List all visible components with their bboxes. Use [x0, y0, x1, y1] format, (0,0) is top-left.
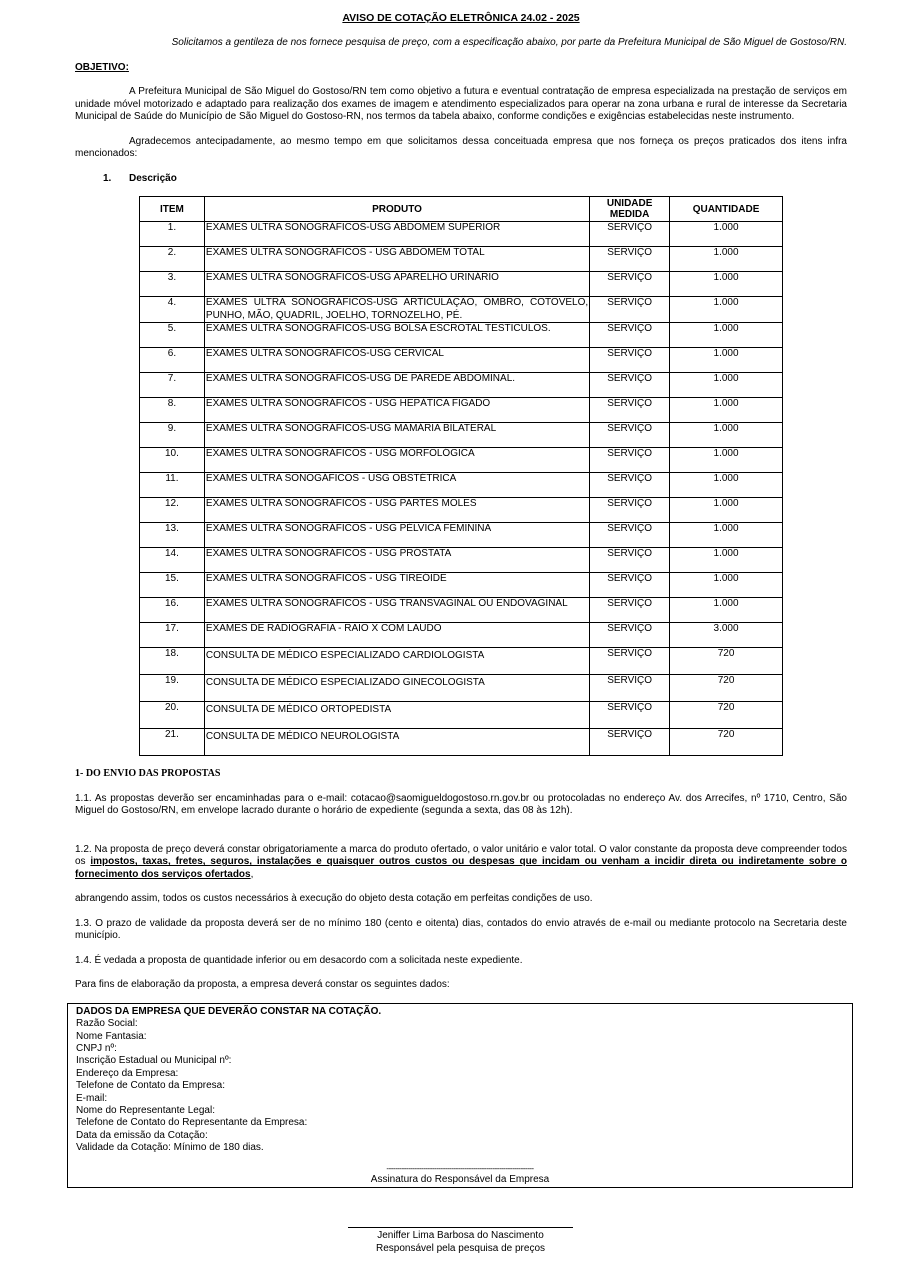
cell-quantidade: 1.000: [670, 297, 783, 323]
table-row: [140, 272, 783, 297]
table-row: [140, 398, 783, 423]
cell-item: 17.: [140, 623, 205, 648]
cell-unidade: SERVIÇO: [590, 222, 670, 247]
company-field-label: Inscrição Estadual ou Municipal nº:: [76, 1055, 232, 1067]
footer-role: Responsável pela pesquisa de preços: [376, 1242, 545, 1254]
cell-item: 6.: [140, 348, 205, 373]
cell-produto: EXAMES ULTRA SONOGÁFICOS - USG OBSTÉTRICA: [204, 473, 589, 498]
company-field-label: Razão Social:: [76, 1018, 138, 1030]
footer-name: Jeniffer Lima Barbosa do Nascimento: [377, 1230, 544, 1241]
cell-quantidade: 1.000: [670, 373, 783, 398]
footer-signature: [348, 1227, 573, 1255]
cell-quantidade: 1.000: [670, 598, 783, 623]
table-row: [140, 729, 783, 756]
company-field-label: Data da emissão da Cotação:: [76, 1129, 208, 1141]
cell-unidade: SERVIÇO: [590, 548, 670, 573]
cell-quantidade: 1.000: [670, 222, 783, 247]
table-row: [140, 623, 783, 648]
cell-item: 14.: [140, 548, 205, 573]
cell-produto: EXAMES ULTRA SONOGRÁFICOS-USG ARTICULAÇÃO, OMBRO, COTOVELO, PUNHO, MÃO, QUADRIL, JOELHO, TORNOZELHO, PÉ.: [205, 297, 589, 321]
document-title: AVISO DE COTAÇÃO ELETRÔNICA 24.02 - 2025: [342, 12, 580, 24]
cell-quantidade: 1.000: [670, 523, 783, 548]
cell-item: 2.: [140, 247, 205, 272]
cell-quantidade: 1.000: [670, 498, 783, 523]
cell-item: 21.: [140, 729, 205, 756]
cell-item: 9.: [140, 423, 205, 448]
cell-quantidade: 1.000: [670, 423, 783, 448]
company-field-label: Telefone de Contato do Representante da Empresa:: [76, 1117, 308, 1129]
paragraph-1-2: 1.2. Na proposta de preço deverá constar obrigatoriamente a marca do produto ofertado, o valor unitário e valor total. O valor constante da proposta deve compreender todos os impostos, taxas, fretes, seguros, instalações e quaisquer outros custos ou despesas que incidam ou venham a incidir direta ou indiretamente sobre o fornecimento dos serviços ofertados,: [75, 843, 847, 880]
cell-unidade: SERVIÇO: [590, 523, 670, 548]
header-quantidade: QUANTIDADE: [670, 197, 783, 222]
table-row: [140, 648, 783, 675]
company-data-box: [67, 1003, 853, 1188]
cell-unidade: SERVIÇO: [590, 247, 670, 272]
cell-unidade: SERVIÇO: [590, 675, 670, 702]
table-row: [140, 598, 783, 623]
section-envio-heading: 1- DO ENVIO DAS PROPOSTAS: [75, 768, 221, 780]
company-field-list: [76, 1018, 844, 1154]
cell-unidade: SERVIÇO: [590, 729, 670, 756]
cell-unidade: SERVIÇO: [590, 398, 670, 423]
intro-text: Solicitamos a gentileza de nos fornece pesquisa de preço, com a especificação abaixo, por parte da Prefeitura Municipal de São Miguel de Gostoso/RN.: [171, 37, 847, 49]
header-unidade: UNIDADE MEDIDA: [590, 197, 670, 222]
paragraph-1-1: 1.1. As propostas deverão ser encaminhadas para o e-mail: cotacao@saomigueldogostoso.rn.gov.br ou protocoladas no endereço Av. dos Arrecifes, nº 1710, Centro, São Miguel do Gostoso/RN, em envelope lacrado durante o horário de expediente (segunda a sexta, das 08 às 12h).: [75, 792, 847, 817]
cell-produto: EXAMES ULTRA SONOGRÁFICOS-USG APARELHO URINÁRIO: [204, 272, 589, 297]
cell-produto: EXAMES ULTRA SONOGRÁFICOS-USG MAMÁRIA BILATERAL: [204, 423, 589, 448]
company-field-label: Validade da Cotação: Mínimo de 180 dias.: [76, 1142, 264, 1154]
cell-quantidade: 720: [670, 648, 783, 675]
cell-unidade: SERVIÇO: [590, 702, 670, 729]
cell-produto: EXAMES DE RADIOGRAFIA - RAIO X COM LAUDO: [204, 623, 589, 648]
cell-quantidade: 1.000: [670, 573, 783, 598]
cell-unidade: SERVIÇO: [590, 448, 670, 473]
cell-item: 15.: [140, 573, 205, 598]
cell-quantidade: 720: [670, 675, 783, 702]
paragraph-1-3: 1.3. O prazo de validade da proposta deverá ser de no mínimo 180 (cento e oitenta) dias, contados do envio através de e-mail ou mediante protocolo na Secretaria deste município.: [75, 917, 847, 942]
table-row: [140, 348, 783, 373]
cell-quantidade: 720: [670, 729, 783, 756]
company-box-title: DADOS DA EMPRESA QUE DEVERÃO CONSTAR NA COTAÇÃO.: [76, 1005, 382, 1017]
cell-item: 20.: [140, 702, 205, 729]
cell-item: 8.: [140, 398, 205, 423]
cell-unidade: SERVIÇO: [590, 297, 670, 323]
document-page: [75, 0, 847, 1188]
cell-produto: CONSULTA DE MÉDICO ORTOPEDISTA: [204, 702, 589, 729]
cell-produto: EXAMES ULTRA SONOGRÁFICOS - USG ABDOMEM TOTAL: [204, 247, 589, 272]
cell-produto: CONSULTA DE MÉDICO ESPECIALIZADO GINECOLOGISTA: [204, 675, 589, 702]
cell-unidade: SERVIÇO: [590, 473, 670, 498]
cell-produto: EXAMES ULTRA SONOGRÁFICOS-USG BOLSA ESCROTAL TESTICULOS.: [204, 323, 589, 348]
cell-item: 1.: [140, 222, 205, 247]
cell-item: 3.: [140, 272, 205, 297]
table-row: [140, 247, 783, 272]
cell-produto: EXAMES ULTRA SONOGRÁFICOS - USG TIREÓIDE: [204, 573, 589, 598]
cell-quantidade: 720: [670, 702, 783, 729]
table-row: [140, 523, 783, 548]
signature-label: Assinatura do Responsável da Empresa: [370, 1174, 550, 1186]
table-row: [140, 222, 783, 247]
table-row: [140, 448, 783, 473]
table-row: [140, 702, 783, 729]
objetivo-heading: OBJETIVO:: [75, 61, 129, 73]
cell-quantidade: 1.000: [670, 323, 783, 348]
table-row: [140, 548, 783, 573]
cell-quantidade: 1.000: [670, 548, 783, 573]
company-field-label: Endereço da Empresa:: [76, 1067, 179, 1079]
company-field-label: Nome Fantasia:: [76, 1030, 147, 1042]
company-field-label: CNPJ nº:: [76, 1042, 117, 1054]
cell-quantidade: 1.000: [670, 473, 783, 498]
cell-item: 18.: [140, 648, 205, 675]
cell-produto: CONSULTA DE MÉDICO NEUROLOGISTA: [204, 729, 589, 756]
paragraph-1-4: 1.4. É vedada a proposta de quantidade inferior ou em desacordo com a solicitada neste expediente.: [75, 954, 523, 966]
cell-item: 12.: [140, 498, 205, 523]
table-row: [140, 423, 783, 448]
cell-unidade: SERVIÇO: [590, 623, 670, 648]
cell-produto: EXAMES ULTRA SONOGRÁFICOS - USG HEPÁTICA FIGADO: [204, 398, 589, 423]
header-item: ITEM: [140, 197, 205, 222]
cell-unidade: SERVIÇO: [590, 598, 670, 623]
cell-quantidade: 1.000: [670, 448, 783, 473]
table-row: [140, 573, 783, 598]
cell-quantidade: 1.000: [670, 247, 783, 272]
cell-produto: CONSULTA DE MÉDICO ESPECIALIZADO CARDIOLOGISTA: [204, 648, 589, 675]
cell-item: 10.: [140, 448, 205, 473]
cell-unidade: SERVIÇO: [590, 423, 670, 448]
thanks-text: Agradecemos antecipadamente, ao mesmo tempo em que solicitamos dessa conceituada empresa que nos forneça os preços praticados dos itens infra mencionados:: [75, 135, 847, 160]
cell-unidade: SERVIÇO: [590, 573, 670, 598]
table-header-row: [140, 197, 783, 222]
cell-item: 13.: [140, 523, 205, 548]
table-row: [140, 323, 783, 348]
cell-item: 11.: [140, 473, 205, 498]
cell-item: 5.: [140, 323, 205, 348]
cell-unidade: SERVIÇO: [590, 648, 670, 675]
cell-quantidade: 1.000: [670, 348, 783, 373]
cell-produto: EXAMES ULTRA SONOGRÁFICOS - USG TRANSVAGINAL OU ENDOVAGINAL: [204, 598, 589, 623]
cell-item: 7.: [140, 373, 205, 398]
cell-produto: EXAMES ULTRA SONOGRÁFICOS - USG PARTES MOLES: [204, 498, 589, 523]
cell-unidade: SERVIÇO: [590, 373, 670, 398]
paragraph-fins: Para fins de elaboração da proposta, a empresa deverá constar os seguintes dados:: [75, 979, 450, 991]
table-row: [140, 373, 783, 398]
table-row: [140, 498, 783, 523]
cell-produto: EXAMES ULTRA SONOGRÁFICOS-USG DE PAREDE ABDOMINAL.: [204, 373, 589, 398]
cell-produto: EXAMES ULTRA SONOGRÁFICOS - USG PRÓSTATA: [204, 548, 589, 573]
header-produto: PRODUTO: [204, 197, 589, 222]
signature-line: --------------------------------------------------------------------: [386, 1164, 534, 1174]
company-signature: [68, 1164, 852, 1187]
company-field-label: Telefone de Contato da Empresa:: [76, 1080, 225, 1092]
cell-unidade: SERVIÇO: [590, 323, 670, 348]
objetivo-text: A Prefeitura Municipal de São Miguel do Gostoso/RN tem como objetivo a futura e eventual contratação de empresa especializada na prestação de serviços em unidade móvel motorizado e adaptado para realização dos exames de imagem e atendimento especializados para operar na zona urbana e rural de interesse da Secretaria Municipal de Saúde do Município de São Miguel do Gostoso-RN, nos termos da tabela abaixo, conforme condições e exigências estabelecidas neste instrumento.: [75, 86, 847, 123]
table-row: [140, 675, 783, 702]
section-descricao-heading: 1. Descrição: [103, 172, 177, 184]
items-table: [139, 196, 783, 756]
cell-produto: EXAMES ULTRA SONOGRÁFICOS - USG PÉLVICA FEMININA: [204, 523, 589, 548]
table-row: [140, 473, 783, 498]
cell-item: 16.: [140, 598, 205, 623]
table-row: [140, 297, 783, 323]
company-field-label: E-mail:: [76, 1092, 108, 1104]
cell-item: 19.: [140, 675, 205, 702]
cell-produto: EXAMES ULTRA SONOGRÁFICOS - USG MORFOLÓGICA: [204, 448, 589, 473]
cell-quantidade: 1.000: [670, 398, 783, 423]
cell-quantidade: 1.000: [670, 272, 783, 297]
paragraph-abrangendo: abrangendo assim, todos os custos necessários à execução do objeto desta cotação em perfeitas condições de uso.: [75, 893, 593, 905]
cell-produto: EXAMES ULTRA SONOGRÁFICOS-USG CERVICAL: [204, 348, 589, 373]
cell-item: 4.: [140, 297, 205, 323]
company-field-label: Nome do Representante Legal:: [76, 1104, 215, 1116]
cell-unidade: SERVIÇO: [590, 272, 670, 297]
cell-produto: EXAMES ULTRA SONOGRÁFICOS-USG ABDOMEM SUPERIOR: [204, 222, 589, 247]
cell-unidade: SERVIÇO: [590, 348, 670, 373]
footer-signature-line: [348, 1227, 573, 1228]
cell-quantidade: 3.000: [670, 623, 783, 648]
cell-unidade: SERVIÇO: [590, 498, 670, 523]
